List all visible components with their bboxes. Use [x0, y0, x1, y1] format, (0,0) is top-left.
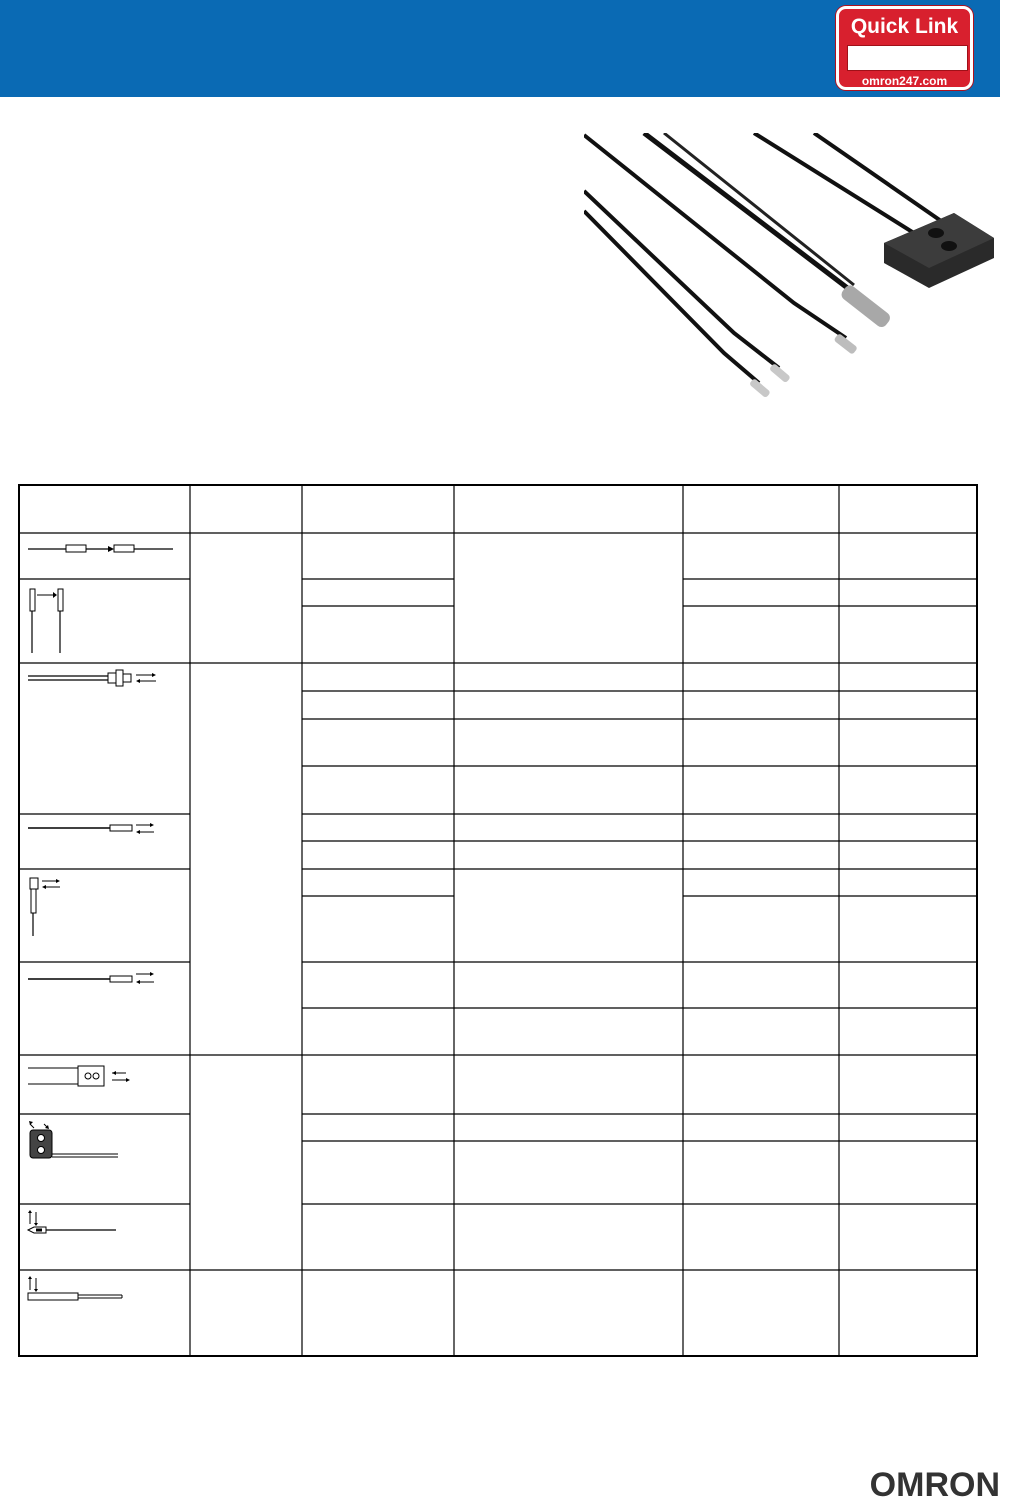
fiber-optic-cables-photo: [584, 133, 1000, 406]
small-flat-head-icon: [26, 1210, 126, 1240]
through-beam-icon: [28, 542, 178, 556]
spec-table: [18, 484, 978, 1357]
quick-link-code-field: [847, 45, 968, 71]
right-angle-reflective-head-icon: [28, 876, 88, 938]
flat-block-reflective-head-icon: [28, 1064, 158, 1092]
quick-link-url[interactable]: omron247.com: [861, 74, 948, 88]
quick-link-title: Quick Link: [850, 15, 959, 38]
spec-table-grid: [20, 486, 976, 1355]
rod-sensing-head-icon: [26, 1276, 136, 1306]
square-dual-lens-head-icon: [28, 1120, 128, 1164]
long-sleeve-reflective-head-icon: [28, 970, 158, 986]
sleeve-reflective-head-icon: [28, 821, 158, 837]
quick-link-badge[interactable]: [836, 6, 973, 90]
threaded-reflective-head-icon: [28, 668, 158, 688]
omron-logo: OMRON: [869, 1466, 1000, 1499]
through-beam-side-view-icon: [28, 587, 88, 655]
